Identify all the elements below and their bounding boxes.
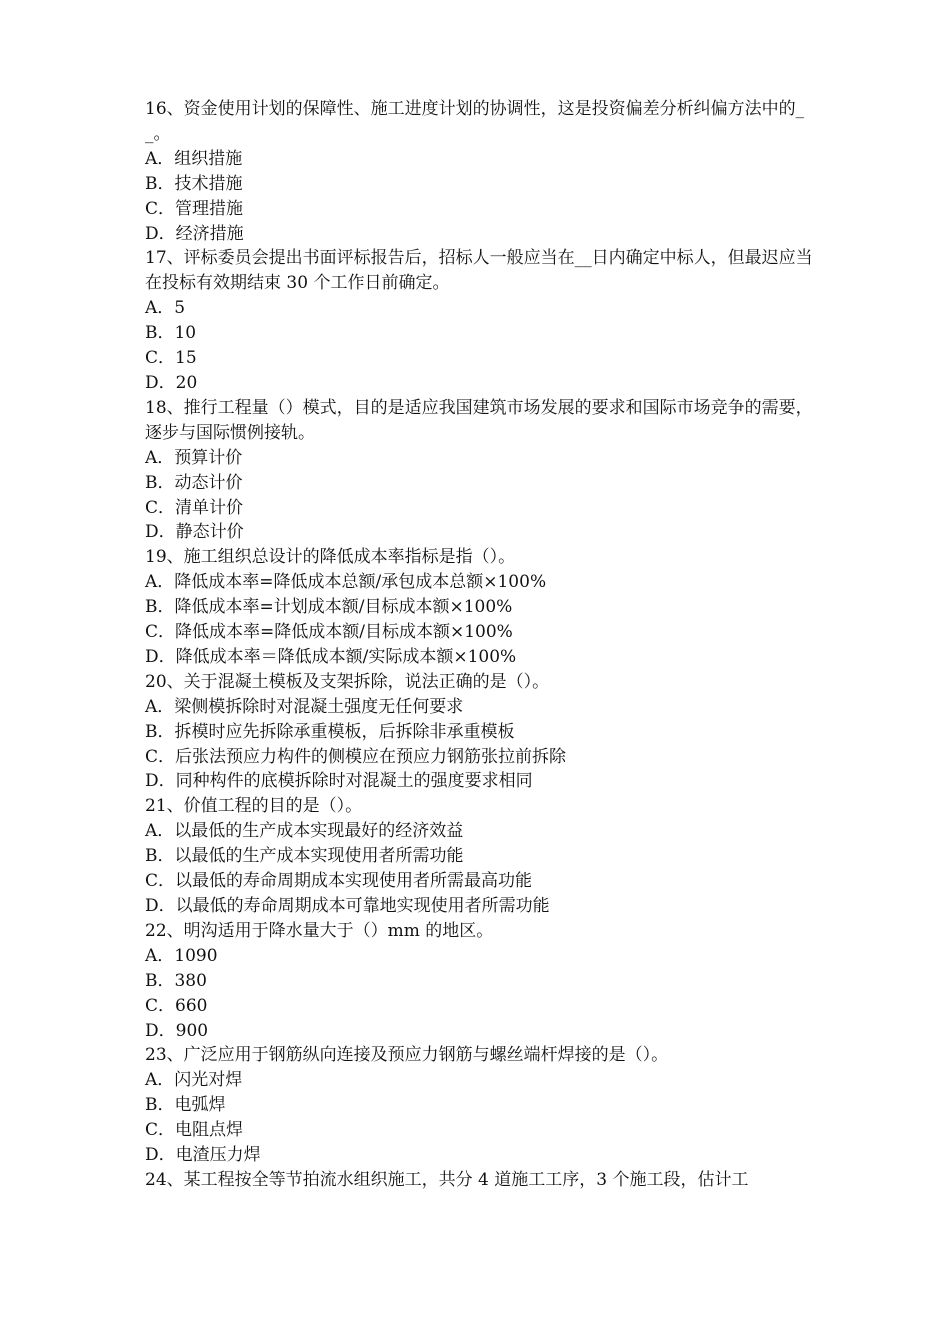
option-d: D．经济措施 (145, 223, 244, 244)
option-c: C．管理措施 (145, 198, 244, 219)
question-text: 23、广泛应用于钢筋纵向连接及预应力钢筋与螺丝端杆焊接的是（）。 (145, 1045, 669, 1066)
option-c: C．660 (145, 995, 208, 1016)
option-d: D．降低成本率＝降低成本额/实际成本额×100% (145, 646, 517, 667)
option-d: D．900 (145, 1020, 209, 1041)
option-b: B．电弧焊 (145, 1095, 226, 1116)
question-text: 17、评标委员会提出书面评标报告后，招标人一般应当在__日内确定中标人，但最迟应当在投标有效期结束 30 个工作日前确定。 (145, 248, 813, 294)
option-b: B．以最低的生产成本实现使用者所需功能 (145, 846, 464, 867)
question-text: 20、关于混凝土模板及支架拆除，说法正确的是（）。 (145, 671, 550, 692)
question-list (145, 97, 825, 1193)
question-24 (145, 1168, 825, 1193)
question-22 (145, 919, 825, 1044)
option-a: A．梁侧模拆除时对混凝土强度无任何要求 (145, 696, 464, 717)
option-b: B．10 (145, 323, 197, 344)
option-b: B．拆模时应先拆除承重模板，后拆除非承重模板 (145, 721, 515, 742)
option-b: B．380 (145, 970, 207, 991)
option-c: C．电阻点焊 (145, 1120, 244, 1141)
option-d: D．20 (145, 372, 198, 393)
question-text: 22、明沟适用于降水量大于（）mm 的地区。 (145, 920, 494, 941)
option-c: C．后张法预应力构件的侧模应在预应力钢筋张拉前拆除 (145, 746, 567, 767)
option-a: A．5 (145, 298, 186, 319)
option-a: A．预算计价 (145, 447, 243, 468)
question-18 (145, 396, 825, 545)
option-c: C．清单计价 (145, 497, 244, 518)
question-16 (145, 97, 825, 246)
option-d: D．同种构件的底模拆除时对混凝土的强度要求相同 (145, 771, 533, 792)
question-text: 21、价值工程的目的是（）。 (145, 796, 363, 817)
option-a: A．以最低的生产成本实现最好的经济效益 (145, 821, 464, 842)
option-d: D．电渣压力焊 (145, 1145, 261, 1166)
question-17 (145, 246, 825, 395)
option-a: A．1090 (145, 945, 218, 966)
question-text: 24、某工程按全等节拍流水组织施工，共分 4 道施工工序，3 个施工段，估计工 (145, 1169, 749, 1190)
option-a: A．闪光对焊 (145, 1070, 243, 1091)
option-b: B．技术措施 (145, 173, 243, 194)
option-d: D．以最低的寿命周期成本可靠地实现使用者所需功能 (145, 896, 550, 916)
option-b: B．动态计价 (145, 472, 243, 493)
question-text: 19、施工组织总设计的降低成本率指标是指（）。 (145, 547, 516, 568)
option-d: D．静态计价 (145, 522, 244, 543)
option-c: C．以最低的寿命周期成本实现使用者所需最高功能 (145, 871, 533, 892)
question-text: 18、推行工程量（）模式，目的是适应我国建筑市场发展的要求和国际市场竞争的需要，逐步与国际惯例接轨。 (145, 397, 813, 443)
option-c: C．降低成本率=降低成本额/目标成本额×100% (145, 622, 513, 643)
question-20 (145, 670, 825, 795)
option-b: B．降低成本率=计划成本额/目标成本额×100% (145, 597, 513, 618)
question-21 (145, 794, 825, 919)
question-text: 16、资金使用计划的保障性、施工进度计划的协调性，这是投资偏差分析纠偏方法中的__。 (145, 99, 805, 144)
option-a: A．组织措施 (145, 148, 243, 169)
option-a: A．降低成本率=降低成本总额/承包成本总额×100% (145, 572, 547, 593)
option-c: C．15 (145, 348, 197, 369)
question-23 (145, 1043, 825, 1168)
question-19 (145, 545, 825, 670)
